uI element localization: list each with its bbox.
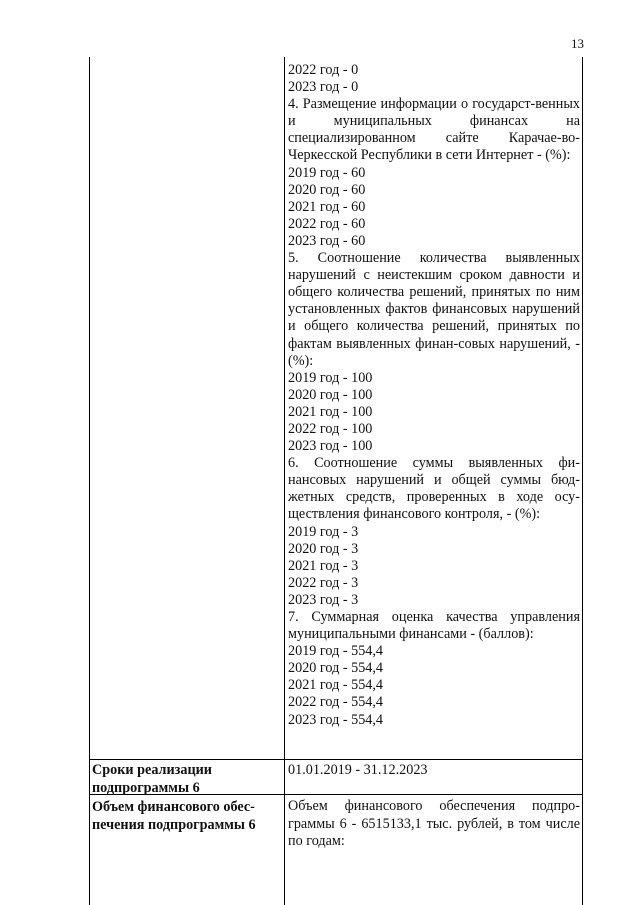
year-value: 2019 год - 60 <box>288 164 366 181</box>
indicator-title: 6. Соотношение суммы выявленных фи-нансовых нарушений и общей суммы бюд-жетных средств, проверенных в ходе осу-ществления финансового контроля, - (%): <box>288 455 580 523</box>
year-value: 2021 год - 554,4 <box>288 677 384 694</box>
year-value: 2023 год - 554,4 <box>288 711 384 728</box>
year-value: 2023 год - 60 <box>288 232 366 249</box>
row-value-funding: Объем финансового обеспечения подпро-граммы 6 - 6515133,1 тыс. рублей, в том числе по годам: <box>288 798 580 849</box>
row-divider <box>89 759 583 760</box>
table-border-right <box>582 57 583 905</box>
year-value: 2021 год - 100 <box>288 403 373 420</box>
year-value: 2022 год - 0 <box>288 62 359 78</box>
table-border-left <box>89 57 90 905</box>
row-value-period: 01.01.2019 - 31.12.2023 <box>288 762 428 778</box>
year-value: 2019 год - 100 <box>288 369 373 386</box>
indicator-title: 7. Суммарная оценка качества управления муниципальными финансами - (баллов): <box>288 609 580 643</box>
year-value: 2022 год - 100 <box>288 420 373 437</box>
row-label-period: Сроки реализации подпрограммы 6 <box>92 762 212 796</box>
year-value: 2022 год - 554,4 <box>288 694 384 711</box>
row-label-funding: Объем финансового обес-печения подпрограммы 6 <box>92 799 256 833</box>
year-value: 2020 год - 554,4 <box>288 660 384 677</box>
year-value: 2021 год - 60 <box>288 198 366 215</box>
year-value: 2022 год - 3 <box>288 574 359 591</box>
year-value: 2020 год - 3 <box>288 540 359 557</box>
year-value: 2019 год - 554,4 <box>288 643 384 660</box>
indicator-title: 4. Размещение информации о государст-венных и муниципальных финансах на специализированном сайте Карачае-во-Черкесской Республики в сети Интернет - (%): <box>288 96 580 164</box>
year-value: 2021 год - 3 <box>288 557 359 574</box>
indicators-cell <box>288 62 580 729</box>
year-value: 2019 год - 3 <box>288 523 359 540</box>
year-value: 2023 год - 0 <box>288 79 359 96</box>
table-border-middle <box>284 57 285 905</box>
year-value: 2020 год - 100 <box>288 386 373 403</box>
year-value: 2023 год - 100 <box>288 438 373 455</box>
page-number: 13 <box>571 36 584 51</box>
year-value: 2022 год - 60 <box>288 215 366 232</box>
indicator-title: 5. Соотношение количества выявленных нарушений с неистекшим сроком давности и общего количества решений, принятых по ним установленных фактов финансовых нарушений и общего количества решений, принятых по фактам выявленных финан-совых нарушений, - (%): <box>288 250 580 369</box>
year-value: 2023 год - 3 <box>288 591 359 608</box>
year-value: 2020 год - 60 <box>288 181 366 198</box>
